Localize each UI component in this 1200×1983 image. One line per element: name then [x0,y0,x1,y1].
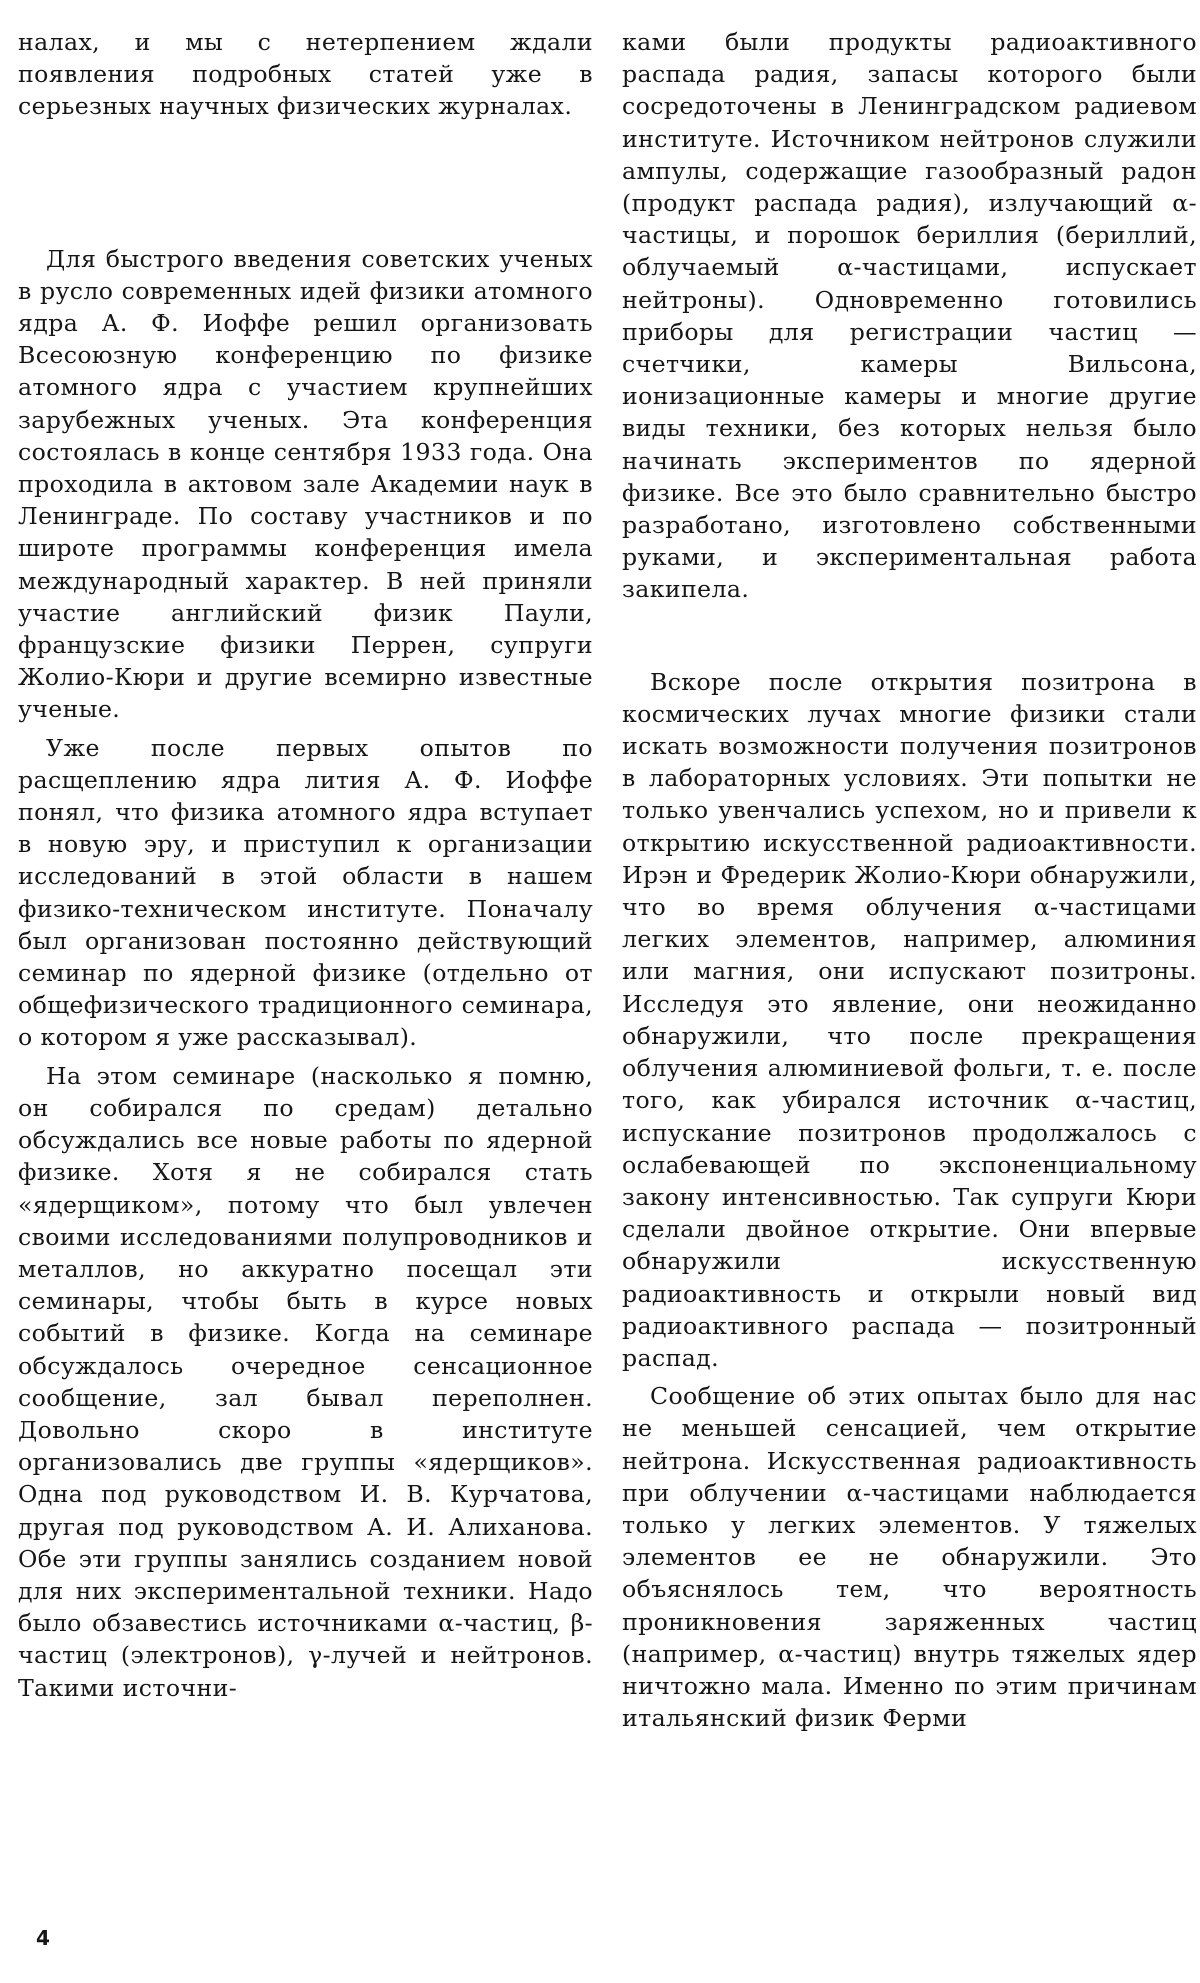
paragraph-continuation: налах, и мы с нетерпением ждали появления подробных статей уже в серьезных научных физических журналах. [18,28,593,121]
paragraph-sources: ками были продукты радиоактивного распада радия, запасы которого были сосредоточены в Ленинградском радиевом институте. Источником нейтронов служили ампулы, содержащие газообразный радон (продукт распада радия), излучающий α-частицы, и порошок бериллия (бериллий, облучаемый α-частицами, испускает нейтроны). Одновременно готовились приборы для регистрации частиц — счетчики, камеры Вильсона, ионизационные камеры и многие другие виды техники, без которых нельзя было начинать экспериментов по ядерной физике. Все это было сравнительно быстро разработано, изготовлено собственными руками, и экспериментальная работа закипела. [622,28,1197,604]
paragraph-positron: Вскоре после открытия позитрона в космических лучах многие физики стали искать возможности получения позитронов в лабораторных условиях. Эти попытки не только увенчались успехом, но и привели к открытию искусственной радиоактивности. Ирэн и Фредерик Жолио-Кюри обнаружили, что во время облучения α-частицами легких элементов, например, алюминия или магния, они испускают позитроны. Исследуя это явление, они неожиданно обнаружили, что после прекращения облучения алюминиевой фольги, т. е. после того, как убирался источник α-частиц, испускание позитронов продолжалось с ослабевающей по экспоненциальному закону интенсивностью. Так супруги Кюри сделали двойное открытие. Они впервые обнаружили искусственную радиоактивность и открыли новый вид радиоактивного распада — позитронный распад. [622,667,1197,1372]
paragraph-sensation: Сообщение об этих опытах было для нас не меньшей сенсацией, чем открытие нейтрона. Искусственная радиоактивность при облучении α-частицами наблюдается только у легких элементов. У тяжелых элементов ее не обнаружили. Это объяснялось тем, что вероятность проникновения заряженных частиц (например, α-частиц) внутрь тяжелых ядер ничтожно мала. Именно по этим причинам итальянский физик Ферми [622,1382,1197,1733]
page-number: 4 [36,1926,50,1950]
section-gap [622,606,1197,666]
paragraph-seminar: На этом семинаре (насколько я помню, он собирался по средам) детально обсуждались все новые работы по ядерной физике. Хотя я не собирался стать «ядерщиком», потому что был увлечен своими исследованиями полупроводников и металлов, но аккуратно посещал эти семинары, чтобы быть в курсе новых событий в физике. Когда на семинаре обсуждалось очередное сенсационное сообщение, зал бывал переполнен. Довольно скоро в институте организовались две группы «ядерщиков». Одна под руководством И. В. Курчатова, другая под руководством А. И. Алиханова. Обе эти группы занялись созданием новой для них экспериментальной техники. Надо было обзавестись источниками α-частиц, β-частиц (электронов), γ-лучей и нейтронов. Такими источни- [18,1061,593,1702]
right-column [622,26,1197,1734]
paragraph-ioffe-research: Уже после первых опытов по расщеплению ядра лития А. Ф. Иоффе понял, что физика атомного ядра вступает в новую эру, и приступил к организации исследований в этой области в нашем физико-техническом институте. Поначалу был организован постоянно действующий семинар по ядерной физике (отдельно от общефизического традиционного семинара, о котором я уже рассказывал). [18,733,593,1052]
section-gap [18,123,593,243]
left-column [18,26,593,1704]
paragraph-conference: Для быстрого введения советских ученых в русло современных идей физики атомного ядра А. Ф. Иоффе решил организовать Всесоюзную конференцию по физике атомного ядра с участием крупнейших зарубежных ученых. Эта конференция состоялась в конце сентября 1933 года. Она проходила в актовом зале Академии наук в Ленинграде. По составу участников и по широте программы конференция имела международный характер. В ней приняли участие английский физик Паули, французские физики Перрен, супруги Жолио-Кюри и другие всемирно известные ученые. [18,244,593,724]
